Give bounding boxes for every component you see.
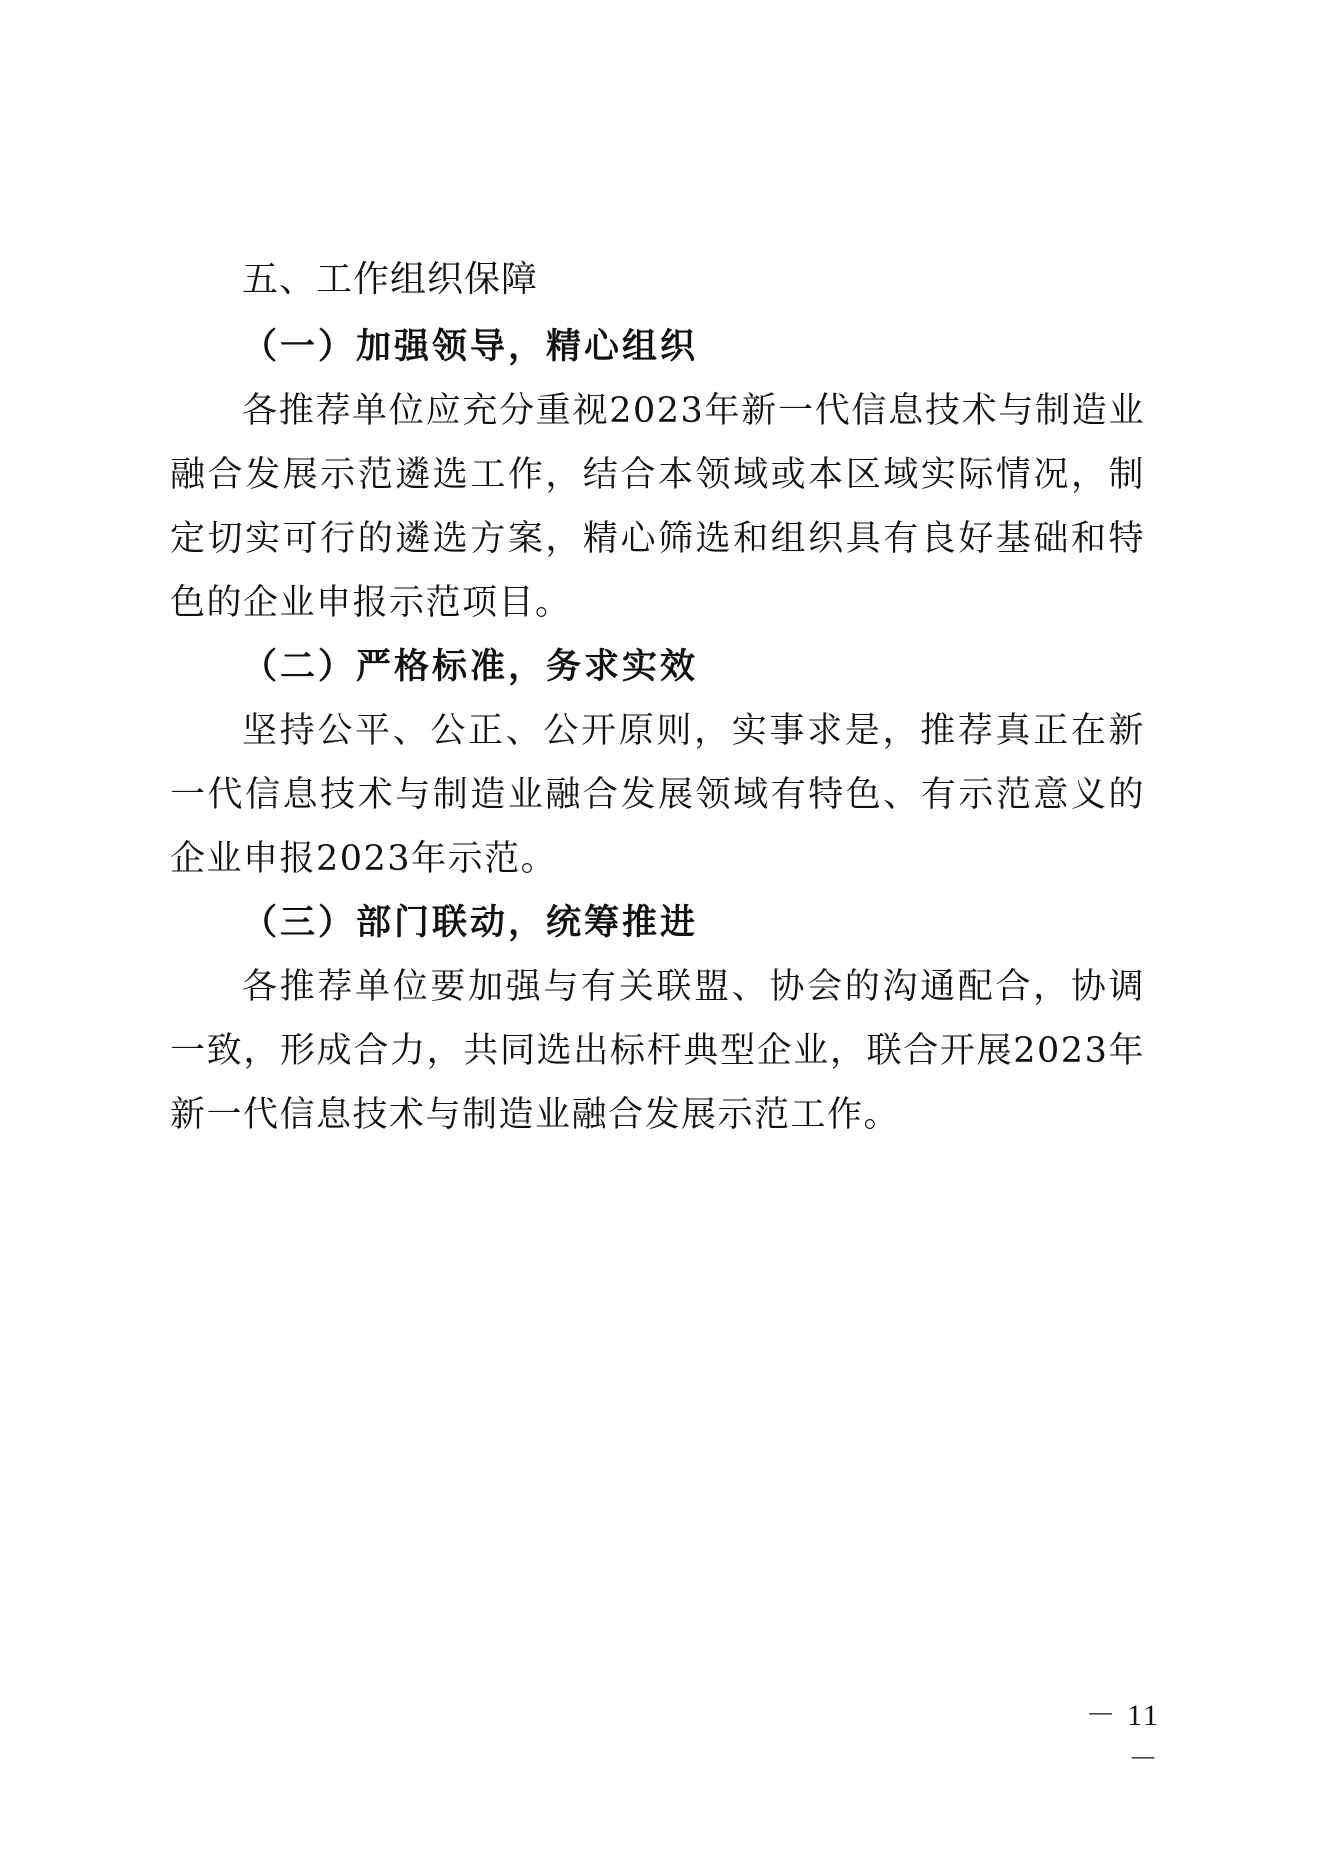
subsection-paragraph-3: 各推荐单位要加强与有关联盟、协会的沟通配合，协调一致，形成合力，共同选出标杆典型企业，联合开展2023年新一代信息技术与制造业融合发展示范工作。 xyxy=(170,967,1145,1135)
subsection-paragraph-2: 坚持公平、公正、公开原则，实事求是，推荐真正在新一代信息技术与制造业融合发展领域有特色、有示范意义的企业申报2023年示范。 xyxy=(170,711,1145,879)
subsection-heading-3: （三）部门联动，统筹推进 xyxy=(242,902,699,943)
subsection-heading-2: （二）严格标准，务求实效 xyxy=(242,646,699,687)
subsection-paragraph-1: 各推荐单位应充分重视2023年新一代信息技术与制造业融合发展示范遴选工作，结合本领域或本区域实际情况，制定切实可行的遴选方案，精心筛选和组织具有良好基础和特色的企业申报示范项目。 xyxy=(170,391,1145,623)
page-number: － 11 － xyxy=(1085,1699,1160,1776)
section-title: 五、工作组织保障 xyxy=(242,259,539,300)
subsection-heading-1: （一）加强领导，精心组织 xyxy=(242,326,699,367)
document-content xyxy=(170,245,1145,1147)
